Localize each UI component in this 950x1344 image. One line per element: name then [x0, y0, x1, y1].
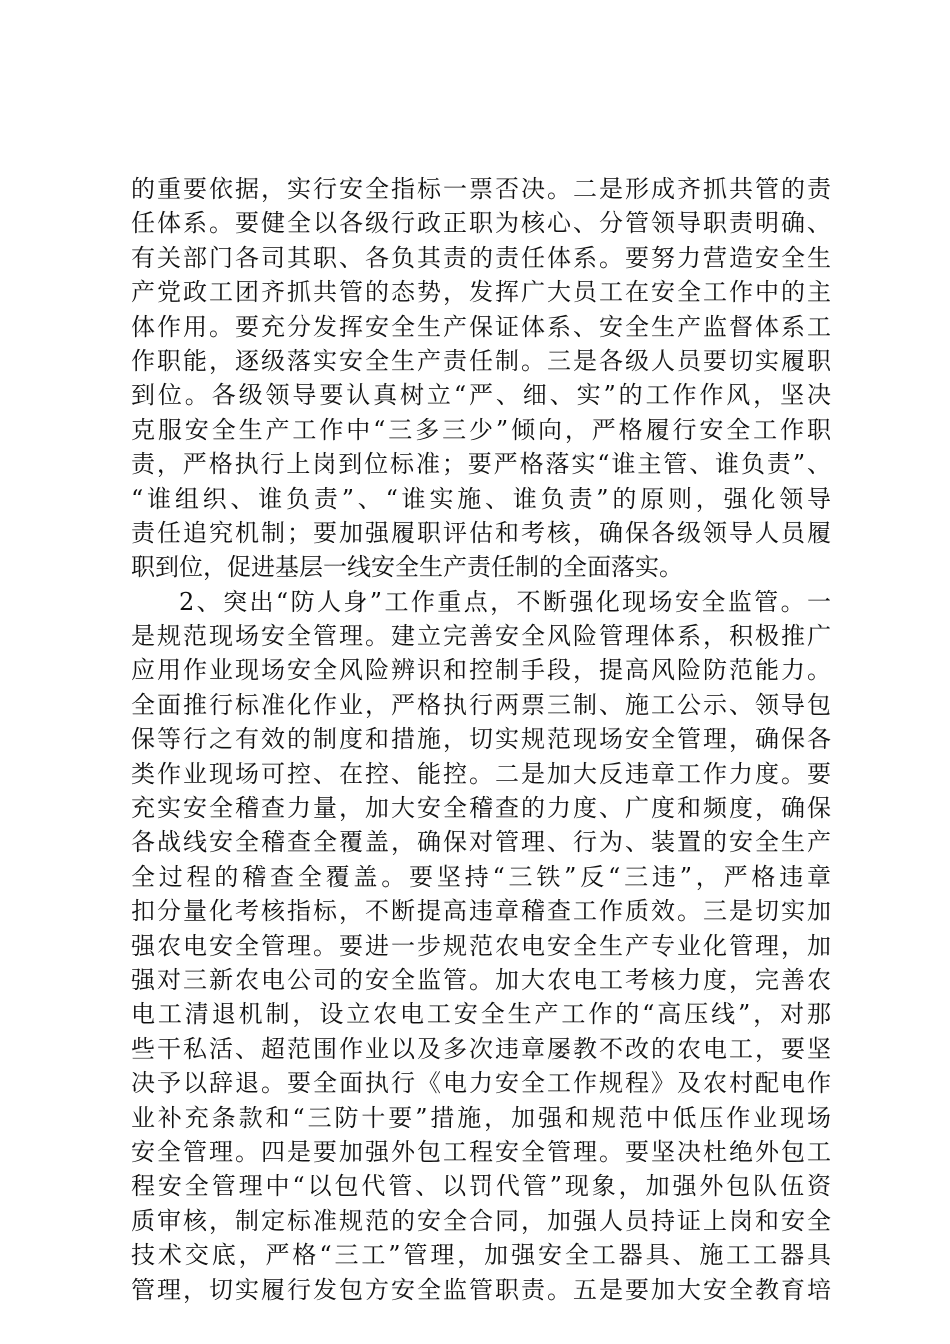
text-line: 责，严格执行上岗到位标准；要严格落实“谁主管、谁负责”、: [131, 450, 831, 479]
text-line: 强农电安全管理。要进一步规范农电安全生产专业化管理，加: [131, 931, 831, 960]
text-line: 克服安全生产工作中“三多三少”倾向，严格履行安全工作职: [131, 415, 831, 444]
text-line: 各战线安全稽查全覆盖，确保对管理、行为、装置的安全生产: [131, 828, 831, 857]
text-line: 作职能，逐级落实安全生产责任制。三是各级人员要切实履职: [131, 346, 831, 375]
text-line: 技术交底，严格“三工”管理，加强安全工器具、施工工器具: [131, 1241, 831, 1270]
text-line: 质审核，制定标准规范的安全合同，加强人员持证上岗和安全: [131, 1206, 831, 1235]
text-line: 程安全管理中“以包代管、以罚代管”现象，加强外包队伍资: [131, 1172, 831, 1201]
paragraph: [131, 585, 831, 1307]
text-line: “谁组织、谁负责”、“谁实施、谁负责”的原则，强化领导: [131, 484, 831, 513]
text-line: 责任追究机制；要加强履职评估和考核，确保各级领导人员履: [131, 518, 831, 547]
text-line: 到位。各级领导要认真树立“严、细、实”的工作作风，坚决: [131, 381, 831, 410]
text-line: 安全管理。四是要加强外包工程安全管理。要坚决杜绝外包工: [131, 1137, 831, 1166]
body-text: [131, 172, 831, 1307]
text-line: 业补充条款和“三防十要”措施，加强和规范中低压作业现场: [131, 1103, 831, 1132]
text-line: 电工清退机制，设立农电工安全生产工作的“高压线”，对那: [131, 1000, 831, 1029]
text-line: 产党政工团齐抓共管的态势，发挥广大员工在安全工作中的主: [131, 278, 831, 307]
text-line: 管理，切实履行发包方安全监管职责。五是要加大安全教育培: [131, 1275, 831, 1304]
text-line: 保等行之有效的制度和措施，切实规范现场安全管理，确保各: [131, 725, 831, 754]
text-line: 2、突出“防人身”工作重点，不断强化现场安全监管。一: [179, 587, 831, 616]
text-line: 任体系。要健全以各级行政正职为核心、分管领导职责明确、: [131, 209, 831, 238]
text-line: 有关部门各司其职、各负其责的责任体系。要努力营造安全生: [131, 243, 831, 272]
text-line: 强对三新农电公司的安全监管。加大农电工考核力度，完善农: [131, 965, 831, 994]
text-line: 是规范现场安全管理。建立完善安全风险管理体系，积极推广: [131, 622, 831, 651]
text-line: 体作用。要充分发挥安全生产保证体系、安全生产监督体系工: [131, 312, 831, 341]
text-line: 全面推行标准化作业，严格执行两票三制、施工公示、领导包: [131, 690, 831, 719]
text-line: 扣分量化考核指标，不断提高违章稽查工作质效。三是切实加: [131, 897, 831, 926]
text-line: 些干私活、超范围作业以及多次违章屡教不改的农电工，要坚: [131, 1034, 831, 1063]
text-line: 充实安全稽查力量，加大安全稽查的力度、广度和频度，确保: [131, 794, 831, 823]
text-line: 职到位，促进基层一线安全生产责任制的全面落实。: [131, 553, 683, 582]
text-line: 的重要依据，实行安全指标一票否决。二是形成齐抓共管的责: [131, 175, 831, 203]
text-line: 决予以辞退。要全面执行《电力安全工作规程》及农村配电作: [131, 1069, 831, 1098]
paragraph: [131, 172, 831, 585]
text-line: 全过程的稽查全覆盖。要坚持“三铁”反“三违”，严格违章: [131, 862, 831, 891]
text-line: 应用作业现场安全风险辨识和控制手段，提高风险防范能力。: [131, 656, 831, 685]
text-line: 类作业现场可控、在控、能控。二是加大反违章工作力度。要: [131, 759, 831, 788]
